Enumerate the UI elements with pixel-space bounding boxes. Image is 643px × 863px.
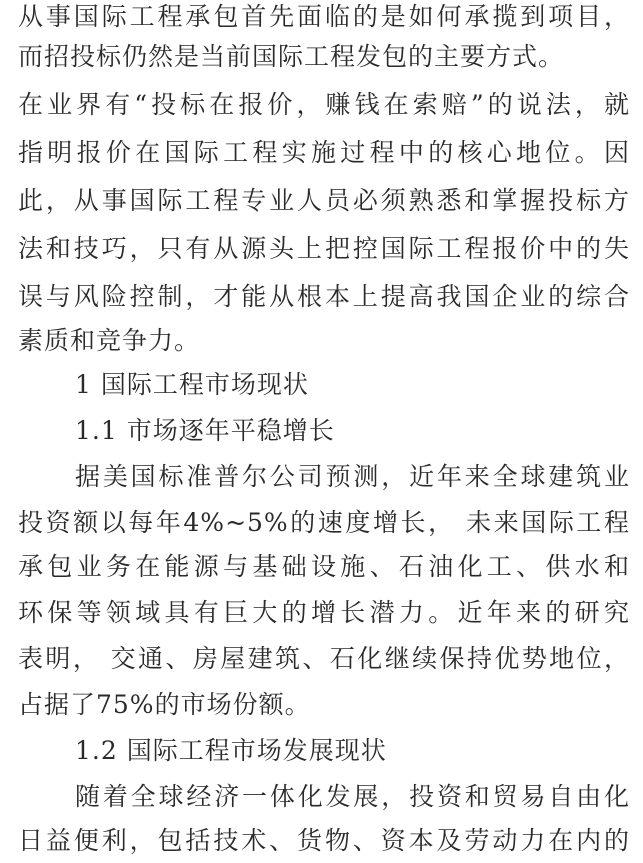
paragraph-line: 法和技巧，只有从源头上把控国际工程报价中的失 <box>18 234 630 263</box>
paragraph-line: 此，从事国际工程专业人员必须熟悉和掌握投标方 <box>18 186 630 215</box>
paragraph-line: 日益便利，包括技术、货物、资本及劳动力在内的 <box>18 826 630 855</box>
paragraph-line: 据美国标准普尔公司预测，近年来全球建筑业 <box>75 462 630 491</box>
paragraph-line: 在业界有“投标在报价，赚钱在索赔”的说法，就 <box>18 90 630 119</box>
paragraph-line: 指明报价在国际工程实施过程中的核心地位。因 <box>18 138 630 167</box>
paragraph-line: 随着全球经济一体化发展，投资和贸易自由化 <box>75 782 630 811</box>
paragraph-line: 从事国际工程承包首先面临的是如何承揽到项目， <box>18 2 630 31</box>
paragraph-line: 表明， 交通、房屋建筑、石化继续保持优势地位， <box>18 644 630 673</box>
subsection-heading: 1.2 国际工程市场发展现状 <box>75 736 387 765</box>
paragraph-line: 环保等领域具有巨大的增长潜力。近年来的研究 <box>18 598 630 627</box>
paragraph-line: 素质和竞争力。 <box>18 326 201 355</box>
paragraph-line: 而招投标仍然是当前国际工程发包的主要方式。 <box>18 42 565 71</box>
paragraph-line: 承包业务在能源与基础设施、石油化工、供水和 <box>18 552 630 581</box>
paragraph-line: 误与风险控制，才能从根本上提高我国企业的综合 <box>18 282 630 311</box>
subsection-heading: 1.1 市场逐年平稳增长 <box>75 416 335 445</box>
section-heading: 1 国际工程市场现状 <box>75 370 309 399</box>
paragraph-line: 投资额以每年4%~5%的速度增长， 未来国际工程 <box>18 508 630 537</box>
paragraph-line: 占据了75%的市场份额。 <box>18 690 311 719</box>
